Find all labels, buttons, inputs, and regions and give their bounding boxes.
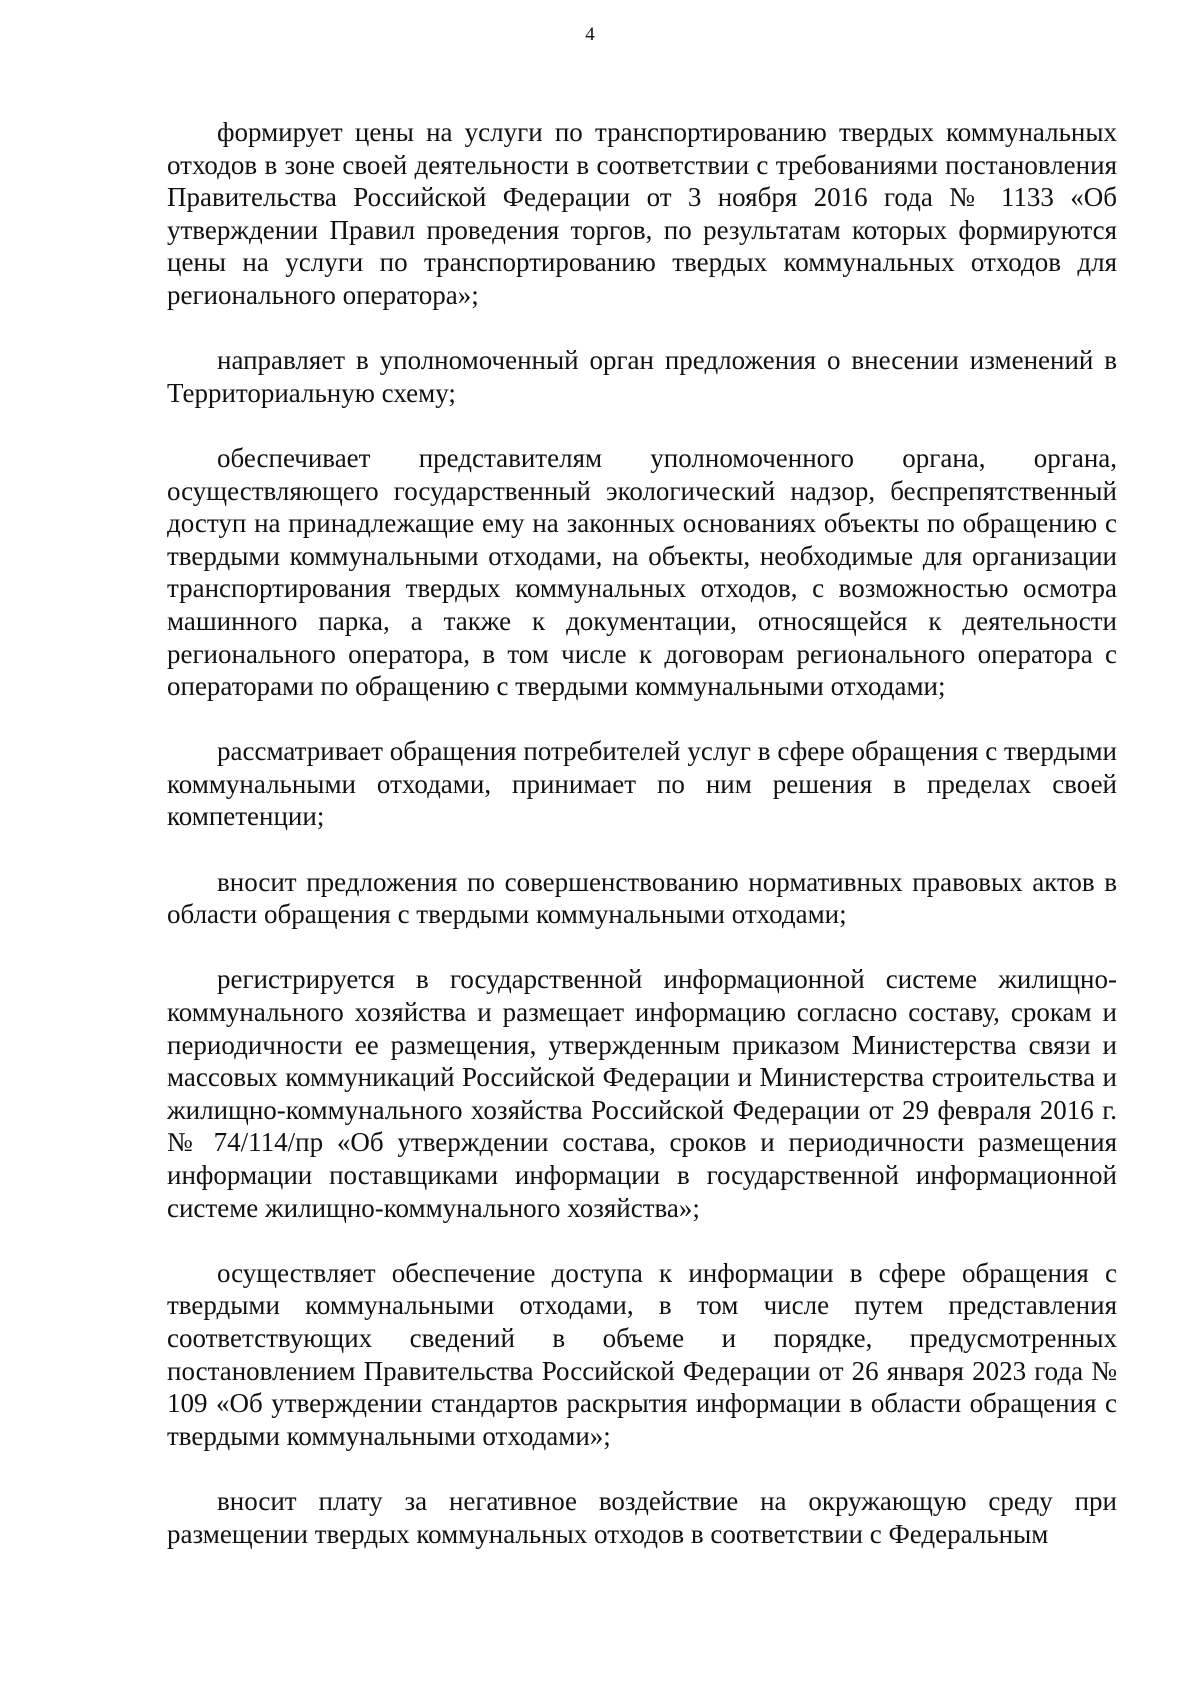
paragraph-information-disclosure: осуществляет обеспечение доступа к информации в сфере обращения с твердыми коммунальными отходами, в том числе путем представления соответствующих сведений в объеме и порядке, предусмотренных постановлением Правительства Российской Федерации от 26 января 2023 года № 109 «Об утверждении стандартов раскрытия информации в области обращения с твердыми коммунальными отходами»; bbox=[167, 1257, 1117, 1451]
page-number: 4 bbox=[585, 24, 595, 45]
paragraph-prices-transportation: формирует цены на услуги по транспортированию твердых коммунальных отходов в зоне своей деятельности в соответствии с требованиями постановления Правительства Российской Федерации от 3 ноября 2016 года № 1133 «Об утверждении Правил проведения торгов, по результатам которых формируются цены на услуги по транспортированию твердых коммунальных отходов для регионального оператора»; bbox=[167, 117, 1117, 310]
document-body bbox=[167, 116, 1117, 1550]
paragraph-access-for-representatives: обеспечивает представителям уполномоченного органа, органа, осуществляющего государственный экологический надзор, беспрепятственный доступ на принадлежащие ему на законных основаниях объекты по обращению с твердыми коммунальными отходами, на объекты, необходимые для организации транспортирования твердых коммунальных отходов, с возможностью осмотра машинного парка, а также к документации, относящейся к деятельности регионального оператора, в том числе к договорам регионального оператора с операторами по обращению с твердыми коммунальными отходами; bbox=[167, 442, 1117, 702]
paragraph-legislation-proposals: вносит предложения по совершенствованию нормативных правовых актов в области обращения с твердыми коммунальными отходами; bbox=[167, 866, 1117, 930]
paragraph-territorial-scheme-proposals: направляет в уполномоченный орган предложения о внесении изменений в Территориальную схему; bbox=[167, 345, 1117, 408]
paragraph-environmental-fee: вносит плату за негативное воздействие на окружающую среду при размещении твердых коммунальных отходов в соответствии с Федеральным bbox=[167, 1485, 1117, 1549]
paragraph-gis-registration: регистрируется в государственной информационной системе жилищно-коммунального хозяйства и размещает информацию согласно составу, срокам и периодичности ее размещения, утвержденным приказом Министерства связи и массовых коммуникаций Российской Федерации и Министерства строительства и жилищно-коммунального хозяйства Российской Федерации от 29 февраля 2016 г. № 74/114/пр «Об утверждении состава, сроков и периодичности размещения информации поставщиками информации в государственной информационной системе жилищно-коммунального хозяйства»; bbox=[167, 964, 1117, 1223]
paragraph-consumer-appeals: рассматривает обращения потребителей услуг в сфере обращения с твердыми коммунальными отходами, принимает по ним решения в пределах своей компетенции; bbox=[167, 736, 1117, 832]
